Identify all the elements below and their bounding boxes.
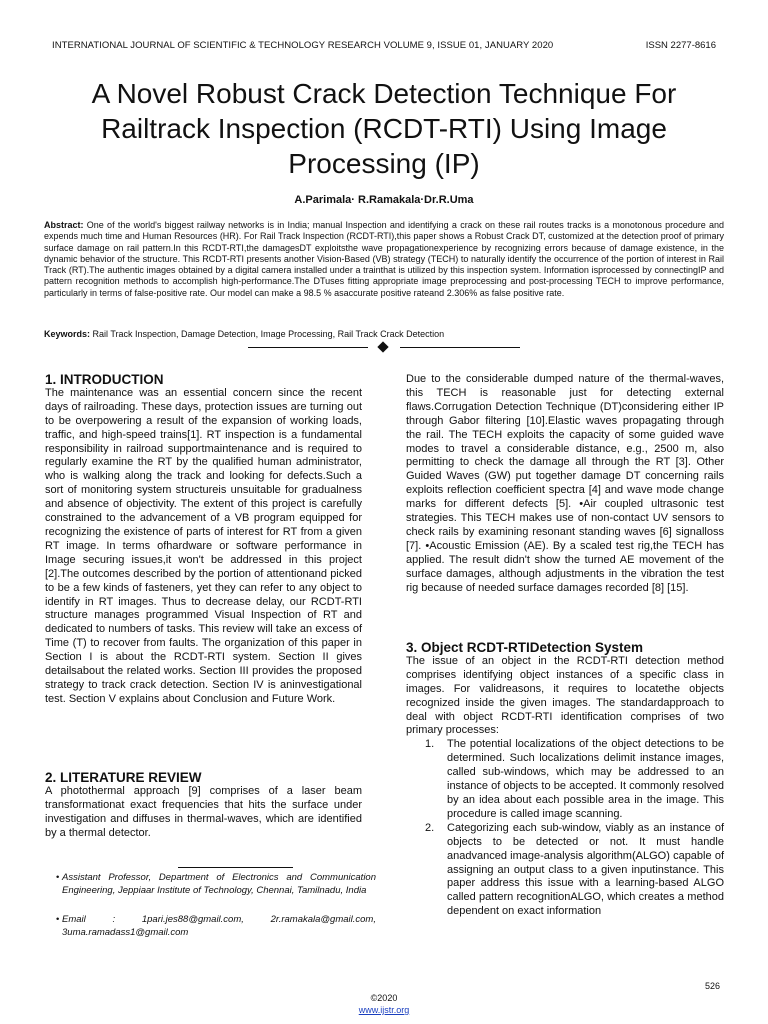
journal-website-link[interactable]: www.ijstr.org [358,1005,410,1015]
paper-title: A Novel Robust Crack Detection Technique For Railtrack Inspection (RCDT-RTI) Using Image Processing (IP) [91,78,677,179]
keywords-label: Keywords: [44,329,91,339]
issn-label: ISSN 2277-8616 [645,40,716,51]
abstract-text: One of the world's biggest railway networks is in India; manual Inspection and identifying a crack on these rail routes tracks is a monotonous procedure and expends much time and Human Resources (HR). For Rail Track Inspection (RCDT-RTI),this paper shows a Robust Crack DT, customized at the detection proof of primary surface damage on rail pattern.In this RCDT-RTI,the damagesDT exploitsthe wave propagationexperience by recognizing errors because of damage existence, in the dynamic behavior of the structure. This RCDT-RTI presents another Vision-Based (VB) strategy (TECH) to naturally identify the occurrence of the portion of interest in Rail Track (RT).The authentic images obtained by a digital camera installed under a trainthat is utilized by this inspection system. Information isprocessed by connectingIP and pattern recognition methods to accomplish high-performance.The DTuses fitting appropriate image preprocessing and post-processing TECH to improve performance, particularly in terms of false-positive rate. Our model can make a 98.5 % asaccurate positive rateand 2.306% as false positive rate. [44,220,724,298]
intro-section [45,373,362,707]
list-item-number: 1. [425,738,435,751]
list-item-text: Categorizing each sub-window, viably as an instance of objects to be detected or not. It must handle anadvanced image-analysis algorithm(ALGO) capable of assigning an output class to a given inputinstance. This paper address this issue with a learning-based ALGO called pattern recognitionALGO, which creates a method dependent on exact information [447,821,724,918]
footnote-email-text: Email : 1pari.jes88@gmail.com, 2r.ramakala@gmail.com, 3uma.ramadass1@gmail.com [62,914,376,938]
intro-body: The maintenance was an essential concern since the recent days of railroading. These days, protection issues are turning out to be overpowering a result of the expansion of working loads, traffic, and high-speed trains[1]. RT inspection is a fundamental responsibility in railroad supportmaintenance and is required to regularly examine the RT by the qualified human administrator, who is walking along the track and looking for defects.Such a sort of monitoring system structureis unsuitable for gradualness and absence of objectivity. The extent of this project is carefully constrained to the advancement of a VB program equipped for recognizing the existence of parts of interest for RT from a given RT image. In terms ofhardware or software performance in Image securing issues,it won't be addressed in this project [2].The outcomes described by the portion of attentionand picked to be a few kinds of fasteners, yet they can refer to any object to identify in RT images. Thus to decrease delay, our RCDT-RTI structure manages programmed Visual Inspection of RT and dedicated to numbers of tasks. This review will take an excess of Time (T) to recover from faults. The organization of this paper in Section I is about the RCDT-RTI system. Section II gives detailsabout the related works. Section III provides the proposed strategy to track crack detection. Section IV is aninvestigational test. Section V explains about Conclusion and Future Work. [45,386,362,705]
keywords [44,329,724,339]
literature-section [45,771,362,841]
object-detection-body: The issue of an object in the RCDT-RTI detection method comprises identifying object instances of a specific class in images. For validreasons, it requires to locatethe objects recognized inside the given images. The standardapproach to deal with object RCDT-RTI identification comprises of two primary processes: [406,654,724,737]
footnote-bullet-icon: • [56,914,60,925]
object-detection-heading: 3. Object RCDT-RTIDetection System [406,640,644,655]
separator-line-right [400,347,520,348]
separator-line-left [248,347,368,348]
process-list [406,738,724,919]
abstract [44,220,724,299]
list-item [406,822,724,919]
page-number: 526 [705,981,721,991]
footnote-affiliation [56,872,376,897]
list-item-number: 2. [425,821,435,834]
list-item [406,738,724,821]
journal-header: INTERNATIONAL JOURNAL OF SCIENTIFIC & TECHNOLOGY RESEARCH VOLUME 9, ISSUE 01, JANUARY 2020 [52,40,554,51]
footnote-email [56,914,376,939]
right-column-continuation [406,373,724,596]
abstract-label: Abstract: [44,220,84,230]
literature-heading: 2. LITERATURE REVIEW [45,770,202,785]
literature-continuation-body: Due to the considerable dumped nature of the thermal-waves, this TECH is reasonable just for detecting external flaws.Corrugation Detection Technique (DT)considering either IP through Gabor filtering [10].Elastic waves propagating through the rail. The TECH exploits the capacity of some guided wave modes to travel a considerable distance, e.g., 2500 m, also permitting to check the damage all through the RT [3]. Other Guided Waves (GW) put together damage DT concerning rails exploits reflection coefficient spectra [4] and wave mode change marks for different defects [5]. •Air coupled ultrasonic test strategies. This TECH makes use of non-contact UV sensors to check rails by examining resonant standing waves [6] signalloss [7]. •Acoustic Emission (AE). By a scaled test rig,the TECH has applied. The result didn't show the turned AE movement of the surface damages, although adjustments in the vibration the test rig because of needed surface damages recorded [8] [15]. [406,373,724,594]
author-line: A.Parimala· R.Ramakala·Dr.R.Uma [294,194,474,206]
copyright: ©2020 [370,993,398,1003]
section-separator [248,341,520,353]
object-detection-section [406,641,724,919]
footnote-bullet-icon: • [56,872,60,883]
keywords-text: Rail Track Inspection, Damage Detection, Image Processing, Rail Track Crack Detection [90,329,445,339]
intro-heading: 1. INTRODUCTION [45,372,164,387]
literature-body: A photothermal approach [9] comprises of a laser beam transformationat exact frequencies that hits the surface under investigation and diffuses in thermal-waves, which are identified by a thermal detector. [45,784,362,839]
separator-diamond-icon [377,341,388,352]
list-item-text: The potential localizations of the object detections to be determined. Such localizations delimit instance images, called sub-windows, which may be addressed to an instance of objects to be accepted. It commonly resolved by an idea about each possible area in the image. This procedure is called image scanning. [447,738,724,820]
footnote-rule [178,867,293,868]
footnote-affiliation-text: Assistant Professor, Department of Electronics and Communication Engineering, Jeppiaar Institute of Technology, Chennai, Tamilnadu, India [62,872,376,896]
